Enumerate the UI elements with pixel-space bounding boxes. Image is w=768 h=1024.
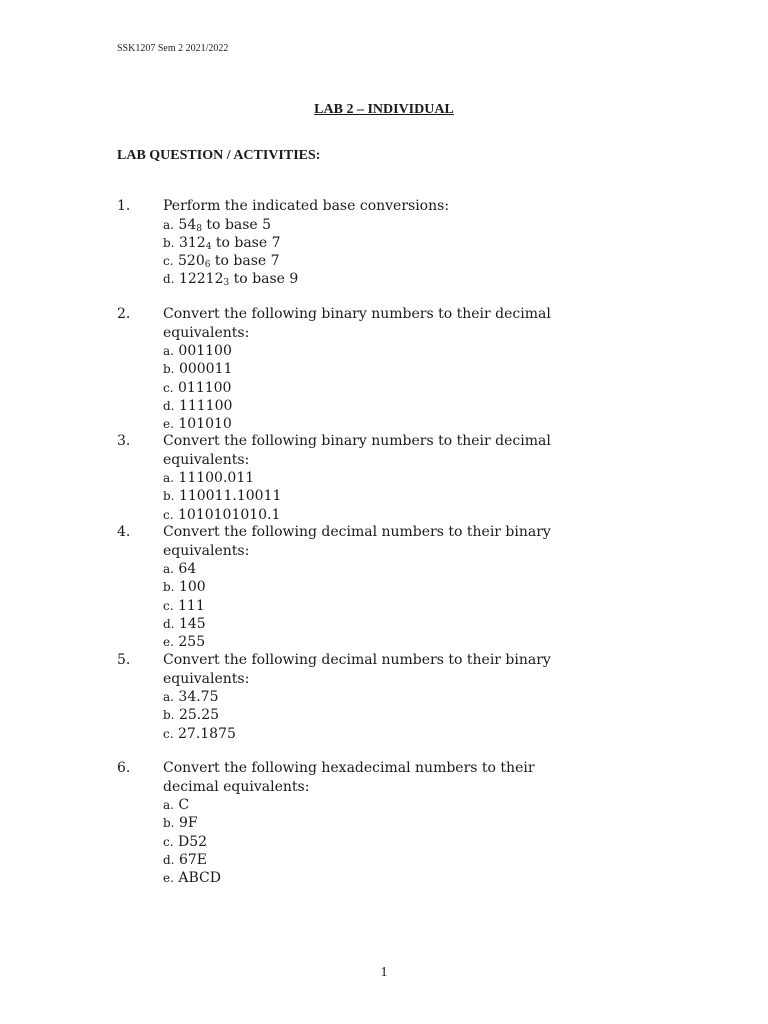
item-suffix: to base 9 (229, 271, 299, 288)
item-base: 6 (204, 260, 211, 271)
item-value: 9F (178, 815, 198, 832)
item-letter: b. (163, 235, 175, 250)
list-item (163, 487, 633, 505)
item-value: 67E (178, 851, 207, 868)
item-letter: d. (163, 272, 175, 287)
question-number: 6. (117, 760, 131, 776)
item-value: 100 (178, 579, 206, 596)
list-item (163, 796, 593, 814)
list-item (163, 597, 633, 615)
item-letter: a. (163, 690, 174, 704)
question-number: 5. (117, 652, 131, 668)
item-letter: d. (163, 398, 175, 413)
item-value: 101010 (178, 416, 232, 433)
item-letter: c. (163, 834, 174, 849)
item-value: 001100 (178, 343, 232, 359)
item-letter: a. (163, 562, 174, 576)
item-value: 111 (178, 597, 205, 614)
item-letter: b. (163, 580, 175, 595)
question-text: Perform the indicated base conversions: (163, 198, 450, 214)
section-heading: LAB QUESTION / ACTIVITIES: (117, 148, 321, 163)
answer-list (163, 342, 633, 433)
question-text: Convert the following hexadecimal numbers to their decimal equivalents: (163, 760, 535, 795)
list-item (163, 469, 633, 487)
question-body (163, 197, 633, 289)
item-value: 011100 (178, 379, 232, 396)
item-letter: b. (163, 708, 175, 723)
item-letter: d. (163, 852, 175, 867)
list-item (163, 360, 633, 378)
question-number: 1. (117, 198, 131, 214)
lab-title-text: LAB 2 – INDIVIDUAL (314, 102, 454, 117)
item-value: 64 (178, 561, 197, 577)
item-value: 520 (178, 253, 205, 270)
item-letter: b. (163, 489, 175, 504)
question-body (163, 759, 593, 887)
list-item (163, 688, 633, 706)
item-letter: b. (163, 816, 175, 831)
lab-title (0, 102, 768, 118)
item-letter: a. (163, 344, 174, 358)
question-number: 4. (117, 524, 131, 540)
question-text: Convert the following binary numbers to their decimal equivalents: (163, 433, 551, 468)
answer-list (163, 560, 633, 651)
item-value: 110011.10011 (178, 488, 282, 505)
item-letter: a. (163, 798, 174, 812)
question-body (163, 651, 633, 743)
question-body (163, 305, 633, 433)
item-value: 34.75 (178, 689, 219, 705)
answer-list (163, 688, 633, 743)
item-value: 12212 (178, 271, 224, 288)
item-base: 4 (205, 241, 212, 252)
list-item (163, 252, 633, 270)
item-base: 8 (196, 223, 202, 234)
item-value: 145 (178, 615, 206, 632)
page-number: 1 (380, 965, 388, 980)
item-suffix: to base 7 (210, 253, 280, 270)
item-letter: e. (163, 871, 174, 886)
question-text: Convert the following decimal numbers to their binary equivalents: (163, 524, 551, 559)
item-value: 000011 (178, 361, 233, 378)
item-value: 27.1875 (178, 725, 236, 742)
list-item (163, 216, 633, 234)
list-item (163, 814, 593, 832)
list-item (163, 270, 633, 288)
item-value: 54 (178, 216, 197, 233)
item-letter: c. (163, 726, 174, 741)
item-value: 255 (178, 634, 206, 651)
item-suffix: to base 7 (211, 234, 281, 251)
list-item (163, 869, 593, 887)
answer-list (163, 796, 593, 887)
list-item (163, 397, 633, 415)
list-item (163, 379, 633, 397)
list-item (163, 615, 633, 633)
item-letter: c. (163, 380, 174, 395)
list-item (163, 234, 633, 252)
answer-list (163, 469, 633, 524)
question-text: Convert the following binary numbers to their decimal equivalents: (163, 306, 551, 341)
item-letter: e. (163, 417, 174, 432)
list-item (163, 833, 593, 851)
answer-list (163, 216, 633, 289)
list-item (163, 578, 633, 596)
item-value: 11100.011 (178, 470, 255, 486)
item-letter: e. (163, 635, 174, 650)
question-text: Convert the following decimal numbers to their binary equivalents: (163, 652, 551, 687)
list-item (163, 633, 633, 651)
list-item (163, 506, 633, 524)
item-value: 111100 (178, 397, 233, 414)
item-suffix: to base 5 (201, 216, 272, 233)
question-number: 3. (117, 433, 131, 449)
item-letter: b. (163, 362, 175, 377)
item-letter: a. (163, 217, 174, 232)
item-value: 312 (178, 234, 206, 251)
item-letter: c. (163, 254, 174, 269)
item-value: ABCD (178, 870, 221, 887)
item-value: 25.25 (178, 707, 220, 724)
item-letter: c. (163, 507, 174, 522)
question-body (163, 523, 633, 651)
list-item (163, 415, 633, 433)
item-value: 1010101010.1 (178, 506, 281, 523)
question-body (163, 432, 633, 524)
list-item (163, 342, 633, 360)
item-base: 3 (223, 278, 230, 289)
item-letter: d. (163, 616, 175, 631)
list-item (163, 851, 593, 869)
list-item (163, 560, 633, 578)
question-number: 2. (117, 306, 131, 322)
list-item (163, 706, 633, 724)
item-value: C (178, 797, 190, 813)
course-header: SSK1207 Sem 2 2021/2022 (117, 43, 229, 54)
item-letter: a. (163, 471, 174, 485)
item-letter: c. (163, 598, 174, 613)
item-value: D52 (178, 833, 208, 850)
list-item (163, 725, 633, 743)
